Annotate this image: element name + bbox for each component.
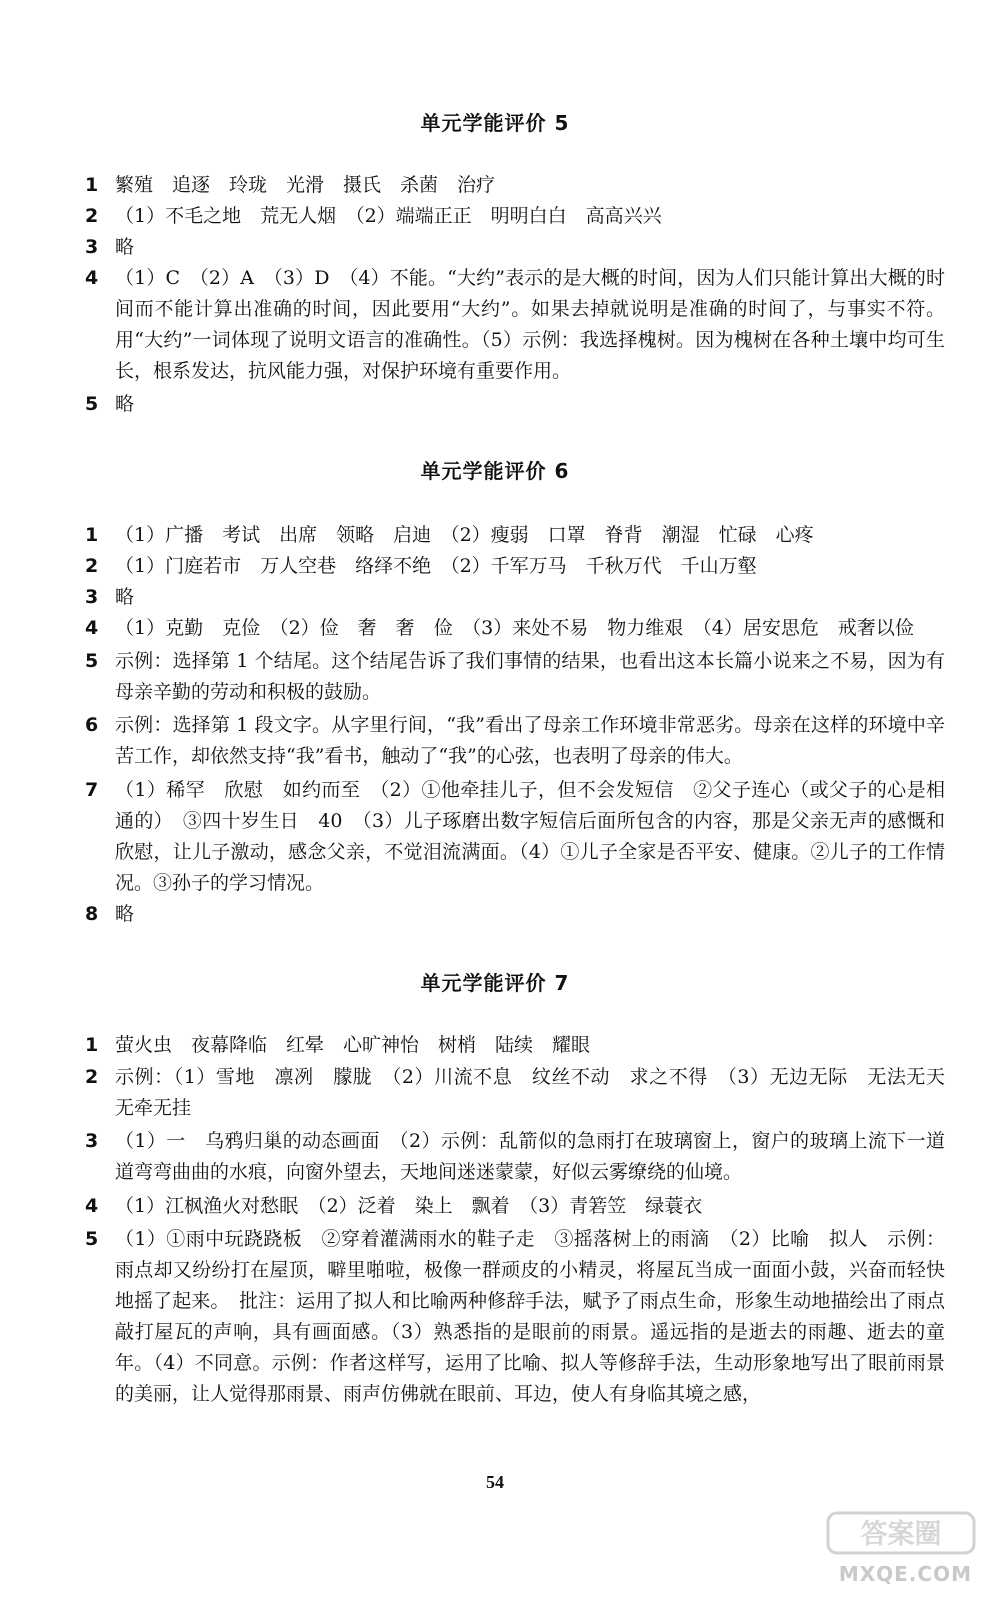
item-number: 5: [85, 393, 99, 415]
item-number: 3: [85, 1130, 99, 1152]
item-text: 繁殖 追逐 玲珑 光滑 摄氏 杀菌 治疗: [115, 174, 496, 196]
section-title: 单元学能评价 5: [420, 111, 570, 135]
item-number: 8: [85, 903, 99, 925]
item-text: 示例：选择第 1 个结尾。这个结尾告诉了我们事情的结果，也看出这本长篇小说来之不易，因为有母亲辛勤的劳动和积极的鼓励。: [115, 650, 945, 703]
item-text: （1）克勤 克俭 （2）俭 奢 奢 俭 （3）来处不易 物力维艰 （4）居安思危 戒奢以俭: [115, 617, 914, 639]
item-text: （1）不毛之地 荒无人烟 （2）端端正正 明明白白 高高兴兴: [115, 205, 662, 227]
item-number: 1: [85, 524, 99, 546]
item-number: 1: [85, 1034, 99, 1056]
list-item: [85, 389, 945, 420]
item-number: 5: [85, 650, 99, 672]
item-number: 4: [85, 1195, 99, 1217]
item-text: （1）稀罕 欣慰 如约而至 （2）①他牵挂儿子，但不会发短信 ②父子连心（或父子的心是相通的） ③四十岁生日 40 （3）儿子琢磨出数字短信后面所包含的内容，那是父亲无声的感慨和欣慰，让儿子激动，感念父亲，不觉泪流满面。（4）①儿子全家是否平安、健康。②儿子的工作情况。③孙子的学习情况。: [115, 779, 945, 894]
item-text: （1）江枫渔火对愁眠 （2）泛着 染上 飘着 （3）青箬笠 绿蓑衣: [115, 1195, 703, 1217]
item-text: （1）①雨中玩跷跷板 ②穿着灌满雨水的鞋子走 ③摇落树上的雨滴 （2）比喻 拟人 示例：雨点却又纷纷打在屋顶，噼里啪啦，极像一群顽皮的小精灵，将屋瓦当成一面面小鼓，兴奋而轻快地摇了起来。 批注：运用了拟人和比喻两种修辞手法，赋予了雨点生命，形象生动地描绘出了雨点敲打屋瓦的声响，具有画面感。（3）熟悉指的是眼前的雨景。遥远指的是逝去的雨趣、逝去的童年。（4）不同意。示例：作者这样写，运用了比喻、拟人等修辞手法，生动形象地写出了眼前雨景的美丽，让人觉得那雨景、雨声仿佛就在眼前、耳边，使人有身临其境之感，: [115, 1228, 945, 1405]
item-number: 7: [85, 779, 99, 801]
list-item: [85, 232, 945, 263]
list-item: [85, 1191, 945, 1222]
item-number: 1: [85, 174, 99, 196]
watermark: [826, 1510, 976, 1586]
list-item: [85, 1224, 945, 1410]
list-item: [85, 646, 945, 708]
list-item: [85, 1030, 945, 1061]
item-number: 2: [85, 1066, 99, 1088]
list-item: [85, 520, 945, 551]
item-text: （1）C （2）A （3）D （4）不能。“大约”表示的是大概的时间，因为人们只能计算出大概的时间而不能计算出准确的时间，因此要用“大约”。如果去掉就说明是准确的时间了，与事实不符。用“大约”一词体现了说明文语言的准确性。（5）示例：我选择槐树。因为槐树在各种土壤中均可生长，根系发达，抗风能力强，对保护环境有重要作用。: [115, 267, 945, 382]
watermark-logo-text: 答案圈: [860, 1519, 942, 1550]
item-text: 略: [115, 393, 135, 415]
item-text: 示例：选择第 1 段文字。从字里行间，“我”看出了母亲工作环境非常恶劣。母亲在这样的环境中辛苦工作，却依然支持“我”看书，触动了“我”的心弦，也表明了母亲的伟大。: [115, 714, 945, 767]
list-item: [85, 899, 945, 930]
item-text: （1）广播 考试 出席 领略 启迪 （2）瘦弱 口罩 脊背 潮湿 忙碌 心疼: [115, 524, 814, 546]
item-number: 5: [85, 1228, 99, 1250]
list-item: [85, 201, 945, 232]
item-number: 2: [85, 205, 99, 227]
section-title: 单元学能评价 7: [420, 971, 570, 995]
item-text: 略: [115, 236, 135, 258]
item-number: 4: [85, 617, 99, 639]
item-text: 萤火虫 夜幕降临 红晕 心旷神怡 树梢 陆续 耀眼: [115, 1034, 591, 1056]
item-text: （1）门庭若市 万人空巷 络绎不绝 （2）千军万马 千秋万代 千山万壑: [115, 555, 757, 577]
item-number: 3: [85, 236, 99, 258]
watermark-url: MXQE.COM: [838, 1562, 972, 1586]
item-text: 略: [115, 586, 135, 608]
item-text: （1）一 乌鸦归巢的动态画面 （2）示例：乱箭似的急雨打在玻璃窗上，窗户的玻璃上流下一道道弯弯曲曲的水痕，向窗外望去，天地间迷迷蒙蒙，好似云雾缭绕的仙境。: [115, 1130, 945, 1183]
item-text: 示例：（1）雪地 凛冽 朦胧 （2）川流不息 纹丝不动 求之不得 （3）无边无际 无法无天 无牵无挂: [115, 1066, 965, 1119]
page-number: 54: [486, 1472, 504, 1492]
item-number: 2: [85, 555, 99, 577]
watermark-logo: [826, 1510, 976, 1556]
list-item: [85, 263, 945, 387]
list-item: [85, 613, 945, 644]
list-item: [85, 582, 945, 613]
list-item: [85, 775, 945, 899]
list-item: [85, 1126, 945, 1188]
item-text: 略: [115, 903, 135, 925]
item-number: 6: [85, 714, 99, 736]
list-item: [85, 710, 945, 772]
section-title: 单元学能评价 6: [420, 459, 570, 483]
list-item: [85, 551, 945, 582]
item-number: 4: [85, 267, 99, 289]
item-number: 3: [85, 586, 99, 608]
list-item: [85, 1062, 965, 1124]
list-item: [85, 170, 945, 201]
